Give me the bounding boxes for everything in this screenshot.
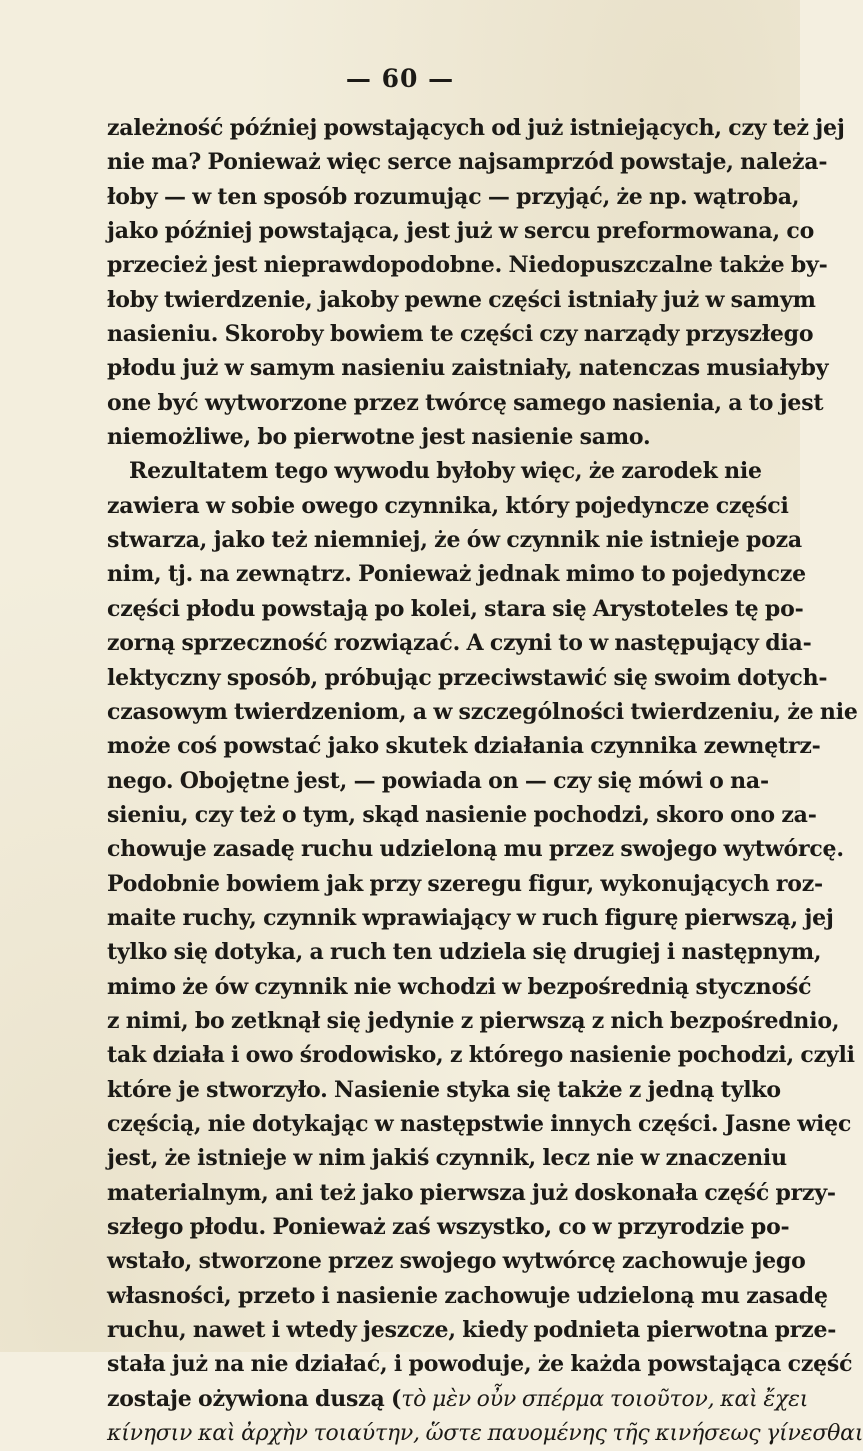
text-line: tak działa i owo środowisko, z którego nasienie pochodzi, czyli bbox=[107, 1042, 855, 1069]
text-line: łoby twierdzenie, jakoby pewne części istniały już w samym bbox=[107, 286, 816, 313]
text-line: mimo że ów czynnik nie wchodzi w bezpośrednią styczność bbox=[107, 973, 812, 1000]
text-fragment: zostaje ożywiona duszą ( bbox=[107, 1385, 402, 1412]
paragraph-first-line: Rezultatem tego wywodu byłoby więc, że zarodek nie bbox=[129, 458, 762, 485]
text-line: one być wytworzone przez twórcę samego nasienia, a to jest bbox=[107, 389, 824, 416]
text-line: przecież jest nieprawdopodobne. Niedopuszczalne także by- bbox=[107, 252, 828, 279]
text-line: ruchu, nawet i wtedy jeszcze, kiedy podnieta pierwotna prze- bbox=[107, 1317, 837, 1344]
text-line: łoby — w ten sposób rozumując — przyjąć, że np. wątroba, bbox=[107, 183, 800, 210]
text-line: wstało, stworzone przez swojego wytwórcę zachowuje jego bbox=[107, 1248, 806, 1275]
text-line: szłego płodu. Ponieważ zaś wszystko, co w przyrodzie po- bbox=[107, 1214, 790, 1240]
text-line-with-greek bbox=[107, 1382, 809, 1416]
text-line: maite ruchy, czynnik wprawiający w ruch figurę pierwszą, jej bbox=[107, 904, 834, 931]
text-line: sieniu, czy też o tym, skąd nasienie pochodzi, skoro ono za- bbox=[107, 801, 817, 828]
text-line: stwarza, jako też niemniej, że ów czynnik nie istnieje poza bbox=[107, 527, 802, 554]
greek-quotation-line bbox=[107, 1416, 863, 1450]
text-line: tylko się dotyka, a ruch ten udziela się drugiej i następnym, bbox=[107, 939, 822, 966]
text-line: Podobnie bowiem jak przy szeregu figur, wykonujących roz- bbox=[107, 870, 823, 897]
text-line: może coś powstać jako skutek działania czynnika zewnętrz- bbox=[107, 733, 821, 760]
text-line: które je stworzyło. Nasienie styka się także z jedną tylko bbox=[107, 1076, 781, 1103]
text-line: lektyczny sposób, próbując przeciwstawić się swoim dotych- bbox=[107, 664, 828, 691]
text-line: własności, przeto i nasienie zachowuje udzieloną mu zasadę bbox=[107, 1282, 828, 1309]
greek-quotation: τὸ μὲν οὖν σπέρμα τοιοῦτον, καὶ ἔχει bbox=[401, 1386, 809, 1412]
text-line: zawiera w sobie owego czynnika, który pojedyncze części bbox=[107, 492, 789, 519]
text-line: zależność później powstających od już istniejących, czy też jej bbox=[107, 115, 845, 141]
text-line: niemożliwe, bo pierwotne jest nasienie samo. bbox=[107, 424, 651, 451]
text-line: materialnym, ani też jako pierwsza już doskonała część przy- bbox=[107, 1179, 836, 1206]
text-line: nim, tj. na zewnątrz. Ponieważ jednak mimo to pojedyncze bbox=[107, 561, 806, 588]
text-line: części płodu powstają po kolei, stara się Arystoteles tę po- bbox=[107, 595, 804, 622]
text-line: nego. Obojętne jest, — powiada on — czy się mówi o na- bbox=[107, 767, 769, 794]
text-line: stała już na nie działać, i powoduje, że każda powstająca część bbox=[107, 1351, 853, 1378]
greek-quotation: κίνησιν καὶ ἀρχὴν τοιαύτην, ὥστε παυομένης τῆς κινήσεως γίνεσθαι bbox=[107, 1421, 863, 1447]
text-line: nie ma? Ponieważ więc serce najsamprzód powstaje, należa- bbox=[107, 149, 828, 176]
text-line: jako później powstająca, jest już w sercu preformowana, co bbox=[107, 218, 815, 245]
text-line: jest, że istnieje w nim jakiś czynnik, lecz nie w znaczeniu bbox=[107, 1145, 787, 1172]
text-line: czasowym twierdzeniom, a w szczególności twierdzeniu, że nie bbox=[107, 698, 858, 725]
text-line: chowuje zasadę ruchu udzieloną mu przez swojego wytwórcę. bbox=[107, 836, 844, 863]
body-text bbox=[107, 111, 863, 1450]
text-line: częścią, nie dotykając w następstwie innych części. Jasne więc bbox=[107, 1110, 852, 1137]
text-line: z nimi, bo zetknął się jedynie z pierwszą z nich bezpośrednio, bbox=[107, 1007, 840, 1034]
text-line: płodu już w samym nasieniu zaistniały, natenczas musiałyby bbox=[107, 355, 829, 382]
page-number: — 60 — bbox=[345, 64, 455, 93]
text-line: nasieniu. Skoroby bowiem te części czy narządy przyszłego bbox=[107, 321, 814, 348]
text-line: zorną sprzeczność rozwiązać. A czyni to w następujący dia- bbox=[107, 630, 812, 657]
